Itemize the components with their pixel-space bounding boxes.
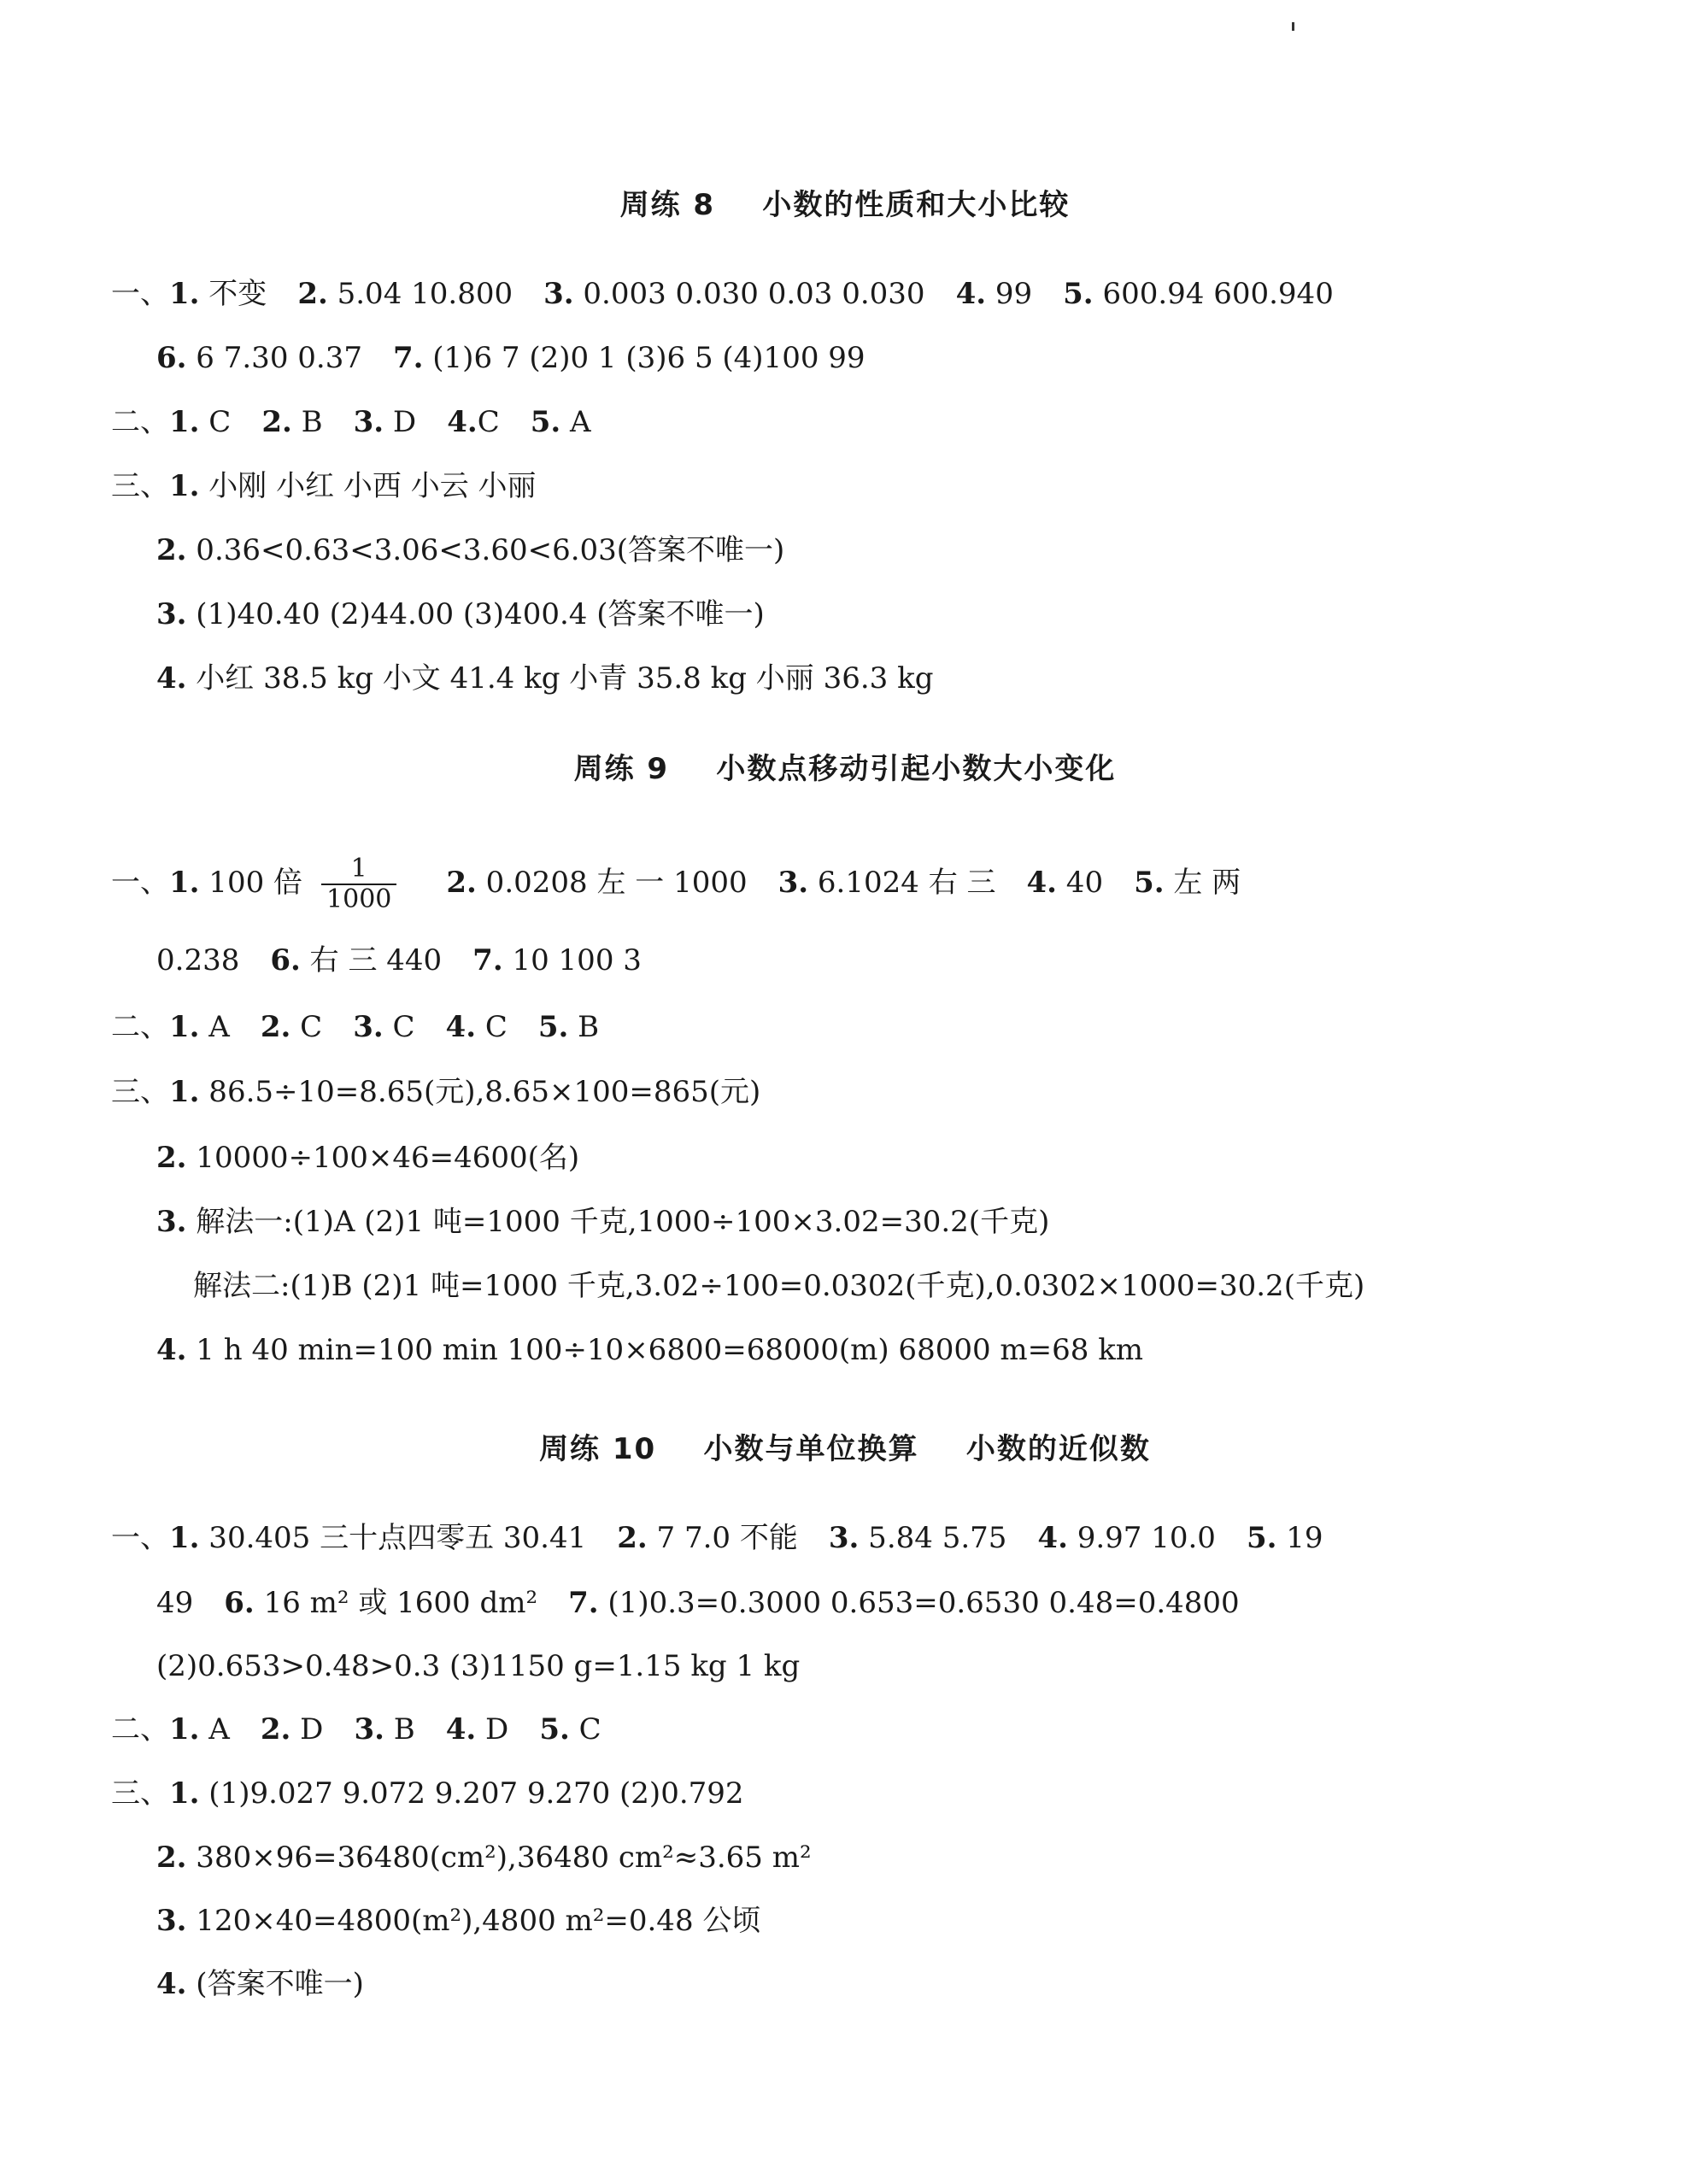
answer-item [169,854,415,914]
answer-text: 99 [986,277,1033,311]
question-number: 2. [617,1521,648,1555]
answer-item [270,942,442,979]
answer-item [617,1519,798,1557]
answer-item [568,1584,1240,1622]
answer-text: 86.5÷10=8.65(元),8.65×100=865(元) [199,1075,761,1109]
answer-text: 0.36<0.63<3.06<3.60<6.03(答案不唯一) [186,533,785,567]
answer-item [1063,275,1334,313]
answer-item [156,1902,760,1940]
answer-item [156,1331,1143,1369]
answer-text: 解法一:(1)A (2)1 吨=1000 千克,1000÷100×3.02=30.2(千克) [186,1205,1050,1239]
answer-item [531,403,591,441]
answer-text: 6 7.30 0.37 [186,341,362,375]
answer-text: 10000÷100×46=4600(名) [186,1141,580,1175]
answer-text: 19 [1276,1521,1323,1555]
answer-text: C [199,405,232,439]
answer-line [111,1073,760,1111]
answer-line [156,1139,579,1177]
answer-line [156,660,933,697]
answer-text: B [291,405,323,439]
answer-line [156,531,784,569]
answer-text: C [476,1010,508,1044]
answer-text: 30.405 三十点四零五 30.41 [199,1521,587,1555]
answer-text: 左 两 [1164,866,1241,900]
part-label: 一、 [111,277,169,311]
question-number: 3. [156,1205,187,1239]
answer-item [543,275,924,313]
answer-line [111,275,1334,313]
question-number: 3. [828,1521,860,1555]
answer-item [956,275,1033,313]
question-number: 4. [1037,1521,1068,1555]
answer-item [156,1203,1049,1241]
answer-item [1037,1519,1216,1557]
answer-item [169,467,537,505]
answer-text: 40 [1057,866,1104,900]
question-number: 7. [568,1586,599,1620]
answer-line [156,596,765,633]
question-number: 4. [445,1010,477,1044]
question-number: 2. [261,405,292,439]
question-number: 4. [156,1967,187,2001]
answer-text: 49 [156,1586,194,1620]
question-number: 1. [169,1712,200,1747]
question-number: 5. [530,405,561,439]
answer-item [156,942,239,979]
question-number: 5. [1134,866,1165,900]
answer-item [447,403,500,441]
answer-line [193,1267,1364,1305]
section-title: 周练 10 小数与单位换算 小数的近似数 [539,1432,1151,1466]
answer-line [156,1584,1240,1622]
answer-item [446,1008,508,1046]
answer-item [169,1775,744,1812]
answer-item [1247,1519,1323,1557]
part-label: 一、 [111,1521,169,1555]
answer-text: 16 m² 或 1600 dm² [254,1586,538,1620]
answer-item [169,403,231,441]
answer-item [261,1008,322,1046]
question-number: 1. [169,1776,200,1811]
answer-item [156,1839,812,1876]
question-number: 7. [392,341,424,375]
answer-line [111,1775,744,1812]
question-number: 3. [543,277,574,311]
answer-text: (答案不唯一) [186,1967,364,2001]
question-number: 3. [156,597,187,631]
answer-item [169,1519,586,1557]
answer-item [156,596,765,633]
answer-line [156,1965,364,2003]
answer-item [353,1008,414,1046]
answer-item [472,942,642,979]
answer-line [156,1331,1143,1369]
answer-text: C [290,1010,323,1044]
answer-text: A [560,405,591,439]
answer-line [156,942,642,979]
answer-text: 小红 38.5 kg 小文 41.4 kg 小青 35.8 kg 小丽 36.3 kg [186,661,934,696]
question-number: 1. [169,1075,200,1109]
part-label: 三、 [111,1776,169,1811]
question-number: 4. [447,405,478,439]
answer-line [156,1203,1049,1241]
fraction-denominator: 1000 [321,884,396,914]
part-label: 三、 [111,469,169,503]
question-number: 2. [260,1712,291,1747]
answer-text: (1)9.027 9.072 9.207 9.270 (2)0.792 [199,1776,744,1811]
question-number: 1. [169,1010,200,1044]
question-number: 5. [1246,1521,1277,1555]
answer-item [169,1073,760,1111]
answer-item [829,1519,1007,1557]
question-number: 5. [537,1010,569,1044]
part-label: 三、 [111,1075,169,1109]
question-number: 1. [169,405,200,439]
question-number: 4. [1026,866,1057,900]
question-number: 5. [539,1712,570,1747]
answer-text: (1)6 7 (2)0 1 (3)6 5 (4)100 99 [423,341,866,375]
answer-text: 0.003 0.030 0.03 0.030 [573,277,925,311]
answer-item [156,660,933,697]
answer-item [156,1647,800,1685]
question-number: 2. [156,533,187,567]
answer-text: 380×96=36480(cm²),36480 cm²≈3.65 m² [186,1841,812,1875]
question-number: 3. [353,405,384,439]
answer-item [778,864,996,901]
answer-text: C [569,1712,601,1747]
answer-text: D [384,405,417,439]
answer-item [169,275,267,313]
section-title: 周练 8 小数的性质和大小比较 [619,188,1071,222]
answer-text: 小刚 小红 小西 小云 小丽 [199,469,537,503]
question-number: 2. [156,1141,187,1175]
question-number: 4. [156,661,187,696]
answer-item [156,1584,193,1622]
question-number: 6. [156,341,187,375]
answer-item [156,1965,364,2003]
question-number: 1. [169,866,200,900]
answer-text: 6.1024 右 三 [808,866,996,900]
answer-line [156,1839,812,1876]
answer-item [1134,864,1241,901]
answer-item [156,1139,579,1177]
answer-item [297,275,513,313]
part-label: 二、 [111,1712,169,1747]
answer-item [538,1008,599,1046]
answer-text: 1 h 40 min=100 min 100÷10×6800=68000(m) 68000 m=68 km [186,1333,1144,1367]
answer-item [193,1267,1364,1305]
answer-item [156,339,362,377]
answer-line [156,1647,800,1685]
question-number: 1. [169,469,200,503]
part-label: 二、 [111,405,169,439]
answer-line [111,467,537,505]
answer-text: 0.238 [156,943,240,978]
answer-item [169,1008,230,1046]
answer-line [156,339,866,377]
answer-text: B [568,1010,600,1044]
part-label: 二、 [111,1010,169,1044]
answer-line [156,1902,760,1940]
question-number: 2. [260,1010,291,1044]
answer-text: 10 100 3 [502,943,642,978]
answer-item [354,1711,414,1748]
answer-text: 0.0208 左 一 1000 [476,866,748,900]
answer-item [261,403,322,441]
answer-text: A [199,1010,230,1044]
answer-text: C [477,405,500,439]
answer-item [1027,864,1104,901]
answer-text: D [476,1712,509,1747]
question-number: 4. [156,1333,187,1367]
answer-text: (2)0.653>0.48>0.3 (3)1150 g=1.15 kg 1 kg [156,1649,801,1683]
question-number: 5. [1063,277,1094,311]
answer-line [111,854,1241,914]
answer-text: 右 三 440 [300,943,443,978]
question-number: 2. [156,1841,187,1875]
answer-item [169,1711,230,1748]
answer-text: A [199,1712,230,1747]
question-number: 4. [445,1712,477,1747]
answer-text: 5.04 10.800 [327,277,513,311]
question-number: 2. [297,277,328,311]
part-label: 一、 [111,866,169,900]
section-title: 周练 9 小数点移动引起小数大小变化 [573,752,1117,786]
question-number: 3. [778,866,809,900]
answer-item [224,1584,537,1622]
answer-text: D [290,1712,324,1747]
answer-text: 100 倍 [199,866,303,900]
answer-text: 9.97 10.0 [1067,1521,1216,1555]
answer-item [156,531,784,569]
fraction [321,854,396,914]
answer-text: 120×40=4800(m²),4800 m²=0.48 公顷 [186,1904,761,1938]
answer-text: (1)0.3=0.3000 0.653=0.6530 0.48=0.4800 [598,1586,1240,1620]
answer-text: 5.84 5.75 [859,1521,1007,1555]
answer-item [446,1711,509,1748]
answer-text: 不变 [199,277,267,311]
answer-line [111,1519,1323,1557]
answer-text: B [384,1712,415,1747]
answer-text: 7 7.0 不能 [647,1521,798,1555]
answer-text: 600.94 600.940 [1093,277,1334,311]
answer-text: C [383,1010,415,1044]
answer-line [111,403,591,441]
answer-item [393,339,866,377]
corner-mark [1292,22,1294,31]
question-number: 6. [270,943,301,978]
answer-line [111,1711,601,1748]
question-number: 1. [169,1521,200,1555]
answer-item [261,1711,324,1748]
question-number: 4. [955,277,987,311]
question-number: 2. [446,866,477,900]
question-number: 1. [169,277,200,311]
answer-item [446,864,747,901]
answer-line [111,1008,599,1046]
answer-item [354,403,417,441]
answer-item [539,1711,601,1748]
question-number: 3. [353,1010,384,1044]
question-number: 7. [472,943,503,978]
answer-text: (1)40.40 (2)44.00 (3)400.4 (答案不唯一) [186,597,765,631]
question-number: 3. [354,1712,384,1747]
question-number: 6. [224,1586,255,1620]
answer-text: 解法二:(1)B (2)1 吨=1000 千克,3.02÷100=0.0302(千克),0.0302×1000=30.2(千克) [193,1269,1365,1303]
fraction-numerator: 1 [350,854,367,884]
question-number: 3. [156,1904,187,1938]
